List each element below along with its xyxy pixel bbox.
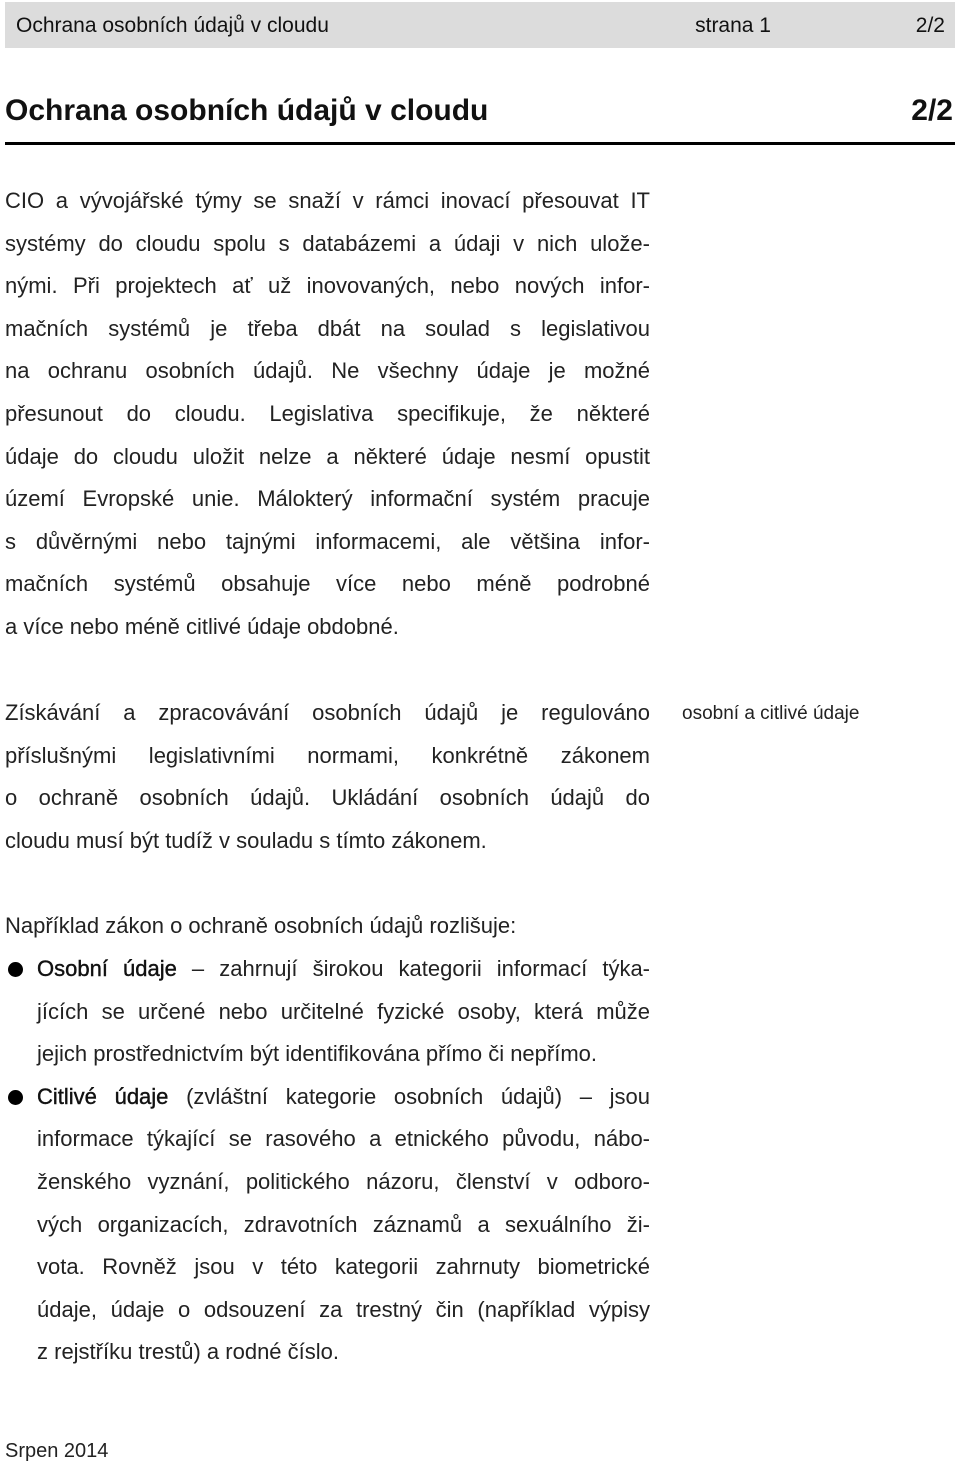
- regulation-paragraph: [5, 692, 650, 862]
- paragraph-line: na ochranu osobních údajů. Ne všechny údaje je možné: [5, 358, 650, 384]
- data-categories-list: [5, 948, 650, 1374]
- paragraph-line: nými. Při projektech ať už inovovaných, nebo nových infor-: [5, 273, 650, 299]
- list-intro-paragraph: [5, 905, 650, 948]
- list-item-text: údaje, údaje o odsouzení za trestný čin (například výpisy: [37, 1296, 650, 1322]
- list-item-text: informace týkající se rasového a etnického původu, nábo-: [37, 1126, 650, 1152]
- header-page-number: strana 1: [695, 14, 771, 37]
- footer-date: Srpen 2014: [5, 1440, 109, 1462]
- bullet-icon: [8, 962, 23, 977]
- paragraph-line: systémy do cloudu spolu s databázemi a údaji v nich ulože-: [5, 230, 650, 256]
- paragraph-line: přesunout do cloudu. Legislativa specifikuje, že některé: [5, 400, 650, 426]
- paragraph-line: Získávání a zpracovávání osobních údajů je regulováno: [5, 700, 650, 725]
- list-item-text: ženského vyznání, politického názoru, členství v odboro-: [37, 1168, 650, 1194]
- list-item-personal-data: [5, 948, 650, 1076]
- paragraph-line: mačních systémů je třeba dbát na soulad s legislativou: [5, 315, 650, 341]
- list-item-text: vých organizacích, zdravotních záznamů a sexuálního ži-: [37, 1211, 650, 1237]
- term-personal-data: Osobní údaje: [37, 956, 177, 981]
- paragraph-line: mačních systémů obsahuje více nebo méně podrobné: [5, 571, 650, 597]
- header-title: Ochrana osobních údajů v cloudu: [16, 14, 329, 37]
- list-item-text: (zvláštní kategorie osobních údajů) – jsou: [168, 1083, 651, 1109]
- paragraph-line: území Evropské unie. Málokterý informační systém pracuje: [5, 486, 650, 512]
- bullet-icon: [8, 1090, 23, 1105]
- page-header-bar: [5, 2, 955, 48]
- list-item-text: z rejstříku trestů) a rodné číslo.: [37, 1339, 339, 1365]
- paragraph-line: příslušnými legislativními normami, konkrétně zákonem: [5, 742, 650, 768]
- list-item-sensitive-data: [5, 1076, 650, 1374]
- paragraph-line: cloudu musí být tudíž v souladu s tímto zákonem.: [5, 827, 487, 853]
- paragraph-line: Například zákon o ochraně osobních údajů rozlišuje:: [5, 913, 517, 938]
- paragraph-line: CIO a vývojářské týmy se snaží v rámci inovací přesouvat IT: [5, 188, 650, 213]
- document-title-count: 2/2: [911, 94, 953, 127]
- list-item-text: – zahrnují širokou kategorii informací týka-: [176, 956, 650, 981]
- header-page-count: 2/2: [915, 14, 945, 37]
- paragraph-line: údaje do cloudu uložit nelze a některé údaje nesmí opustit: [5, 443, 650, 469]
- title-divider: [5, 142, 955, 145]
- paragraph-line: a více nebo méně citlivé údaje obdobné.: [5, 613, 399, 639]
- list-item-text: jejich prostřednictvím být identifikována přímo či nepřímo.: [37, 1041, 598, 1067]
- term-sensitive-data: Citlivé údaje: [37, 1083, 169, 1109]
- document-title: Ochrana osobních údajů v cloudu: [5, 94, 489, 127]
- paragraph-line: o ochraně osobních údajů. Ukládání osobních údajů do: [5, 785, 650, 811]
- list-item-text: jících se určené nebo určitelné fyzické osoby, která může: [37, 998, 650, 1024]
- intro-paragraph: [5, 180, 650, 649]
- paragraph-line: s důvěrnými nebo tajnými informacemi, ale většina infor-: [5, 528, 650, 554]
- margin-note: osobní a citlivé údaje: [682, 703, 860, 724]
- list-item-text: vota. Rovněž jsou v této kategorii zahrnuty biometrické: [37, 1254, 650, 1280]
